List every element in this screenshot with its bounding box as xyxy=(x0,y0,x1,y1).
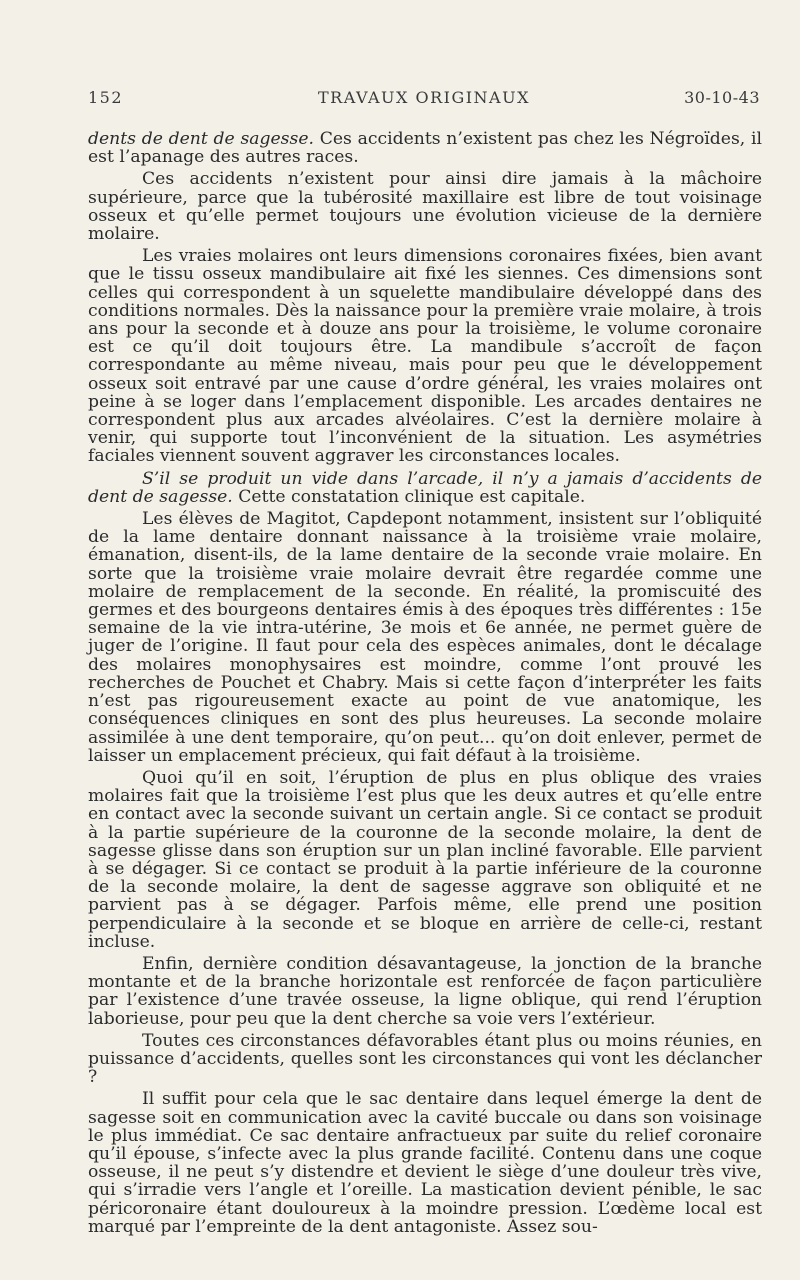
paragraph xyxy=(88,247,762,465)
paragraph-text: Cette constatation clinique est capitale. xyxy=(232,486,586,507)
paragraph-text: Les vraies molaires ont leurs dimensions coronaires fixées, bien avant que le tissu osseux mandibulaire ait fixé les siennes. Ces dimensions sont celles qui correspondent à un squelette mandibulaire développé dans des conditions normales. Dès la naissance pour la première vraie molaire, à trois ans pour la seconde et à douze ans pour la troisième, le volume coronaire est ce qu’il doit toujours être. La mandibule s’accroît de façon correspondante au même niveau, mais pour peu que le développement osseux soit entravé par une cause d’ordre général, les vraies molaires ont peine à se loger dans l’emplacement disponible. Les arcades dentaires ne correspondent plus aux arcades alvéolaires. C’est la dernière molaire à venir, qui supporte tout l’inconvénient de la situation. Les asymétries faciales viennent souvent aggraver les circonstances locales. xyxy=(88,246,762,467)
page-number: 152 xyxy=(88,88,124,107)
paragraph-text: Enfin, dernière condition désavantageuse, la jonction de la branche montante et de la branche horizontale est renforcée de façon particulière par l’existence d’une travée osseuse, la ligne oblique, qui rend l’éruption laborieuse, pour peu que la dent cherche sa voie vers l’extérieur. xyxy=(88,953,762,1029)
paragraph-text: Ces accidents n’existent pas chez les Négroïdes, il est l’apanage des autres races. xyxy=(88,129,763,168)
paragraph-text: Quoi qu’il en soit, l’éruption de plus en plus oblique des vraies molaires fait que la troisième l’est plus que les deux autres et qu’elle entre en contact avec la seconde suivant un certain angle. Si ce contact se produit à la partie supérieure de la couronne de la seconde molaire, la dent de sagesse glisse dans son éruption sur un plan incliné favorable. Elle parvient à se dégager. Si ce contact se produit à la partie inférieure de la couronne de la seconde molaire, la dent de sagesse aggrave son obliquité et ne parvient pas à se dégager. Parfois même, elle prend une position perpendiculaire à la seconde et se bloque en arrière de celle-ci, restant incluse. xyxy=(88,767,762,952)
paragraph xyxy=(88,510,762,765)
paragraph xyxy=(88,1090,762,1236)
running-title: TRAVAUX ORIGINAUX xyxy=(318,88,530,107)
italic-text: S’il se produit un vide dans l’arcade, il n’y a jamais d’accidents de dent de sagesse. xyxy=(88,468,762,507)
italic-text: dents de dent de sagesse. xyxy=(88,129,314,149)
paragraph-text: Il suffit pour cela que le sac dentaire dans lequel émerge la dent de sagesse soit en communication avec la cavité buccale ou dans son voisinage le plus immédiat. Ce sac dentaire anfractueux par suite du relief coronaire qu’il épouse, s’infecte avec la plus grande facilité. Contenu dans une coque osseuse, il ne peut s’y distendre et devient le siège d’une douleur très vive, qui s’irradie vers l’angle et l’oreille. La mastication devient pénible, le sac péricoronaire étant douloureux à la moindre pression. L’œdème local est marqué par l’empreinte de la dent antagoniste. Assez sou- xyxy=(88,1089,762,1237)
paragraph xyxy=(88,955,762,1028)
running-header xyxy=(88,88,760,112)
issue-date: 30-10-43 xyxy=(684,88,760,107)
paragraph xyxy=(88,769,762,951)
paragraph-text: Ces accidents n’existent pour ainsi dire jamais à la mâchoire supérieure, parce que la tubérosité maxillaire est libre de tout voisinage osseux et qu’elle permet toujours une évolution vicieuse de la dernière molaire. xyxy=(88,169,762,245)
paragraph-text: Toutes ces circonstances défavorables étant plus ou moins réunies, en puissance d’accidents, quelles sont les circonstances qui vont les déclancher ? xyxy=(88,1030,762,1088)
paragraph xyxy=(88,1032,762,1087)
paragraph-text: Les élèves de Magitot, Capdepont notamment, insistent sur l’obliquité de la lame dentaire donnant naissance à la troisième vraie molaire, émanation, disent-ils, de la lame dentaire de la seconde vraie molaire. En sorte que la troisième vraie molaire devrait être regardée comme une molaire de remplacement de la seconde. En réalité, la promiscuité des germes et des bourgeons dentaires émis à des époques très différentes : 15e semaine de la vie intra-utérine, 3e mois et 6e année, ne permet guère de juger de l’origine. Il faut pour cela des espèces animales, dont le décalage des molaires monophysaires est moindre, comme l’ont prouvé les recherches de Pouchet et Chabry. Mais si cette façon d’interpréter les faits n’est pas rigoureusement exacte au point de vue anatomique, les conséquences cliniques en sont des plus heureuses. La seconde molaire assimilée à une dent temporaire, qu’on peut... qu’on doit enlever, permet de laisser un emplacement précieux, qui fait défaut à la troisième. xyxy=(88,509,762,766)
body-text xyxy=(88,130,762,1236)
paragraph xyxy=(88,170,762,243)
paragraph xyxy=(88,130,762,166)
paragraph xyxy=(88,470,762,506)
